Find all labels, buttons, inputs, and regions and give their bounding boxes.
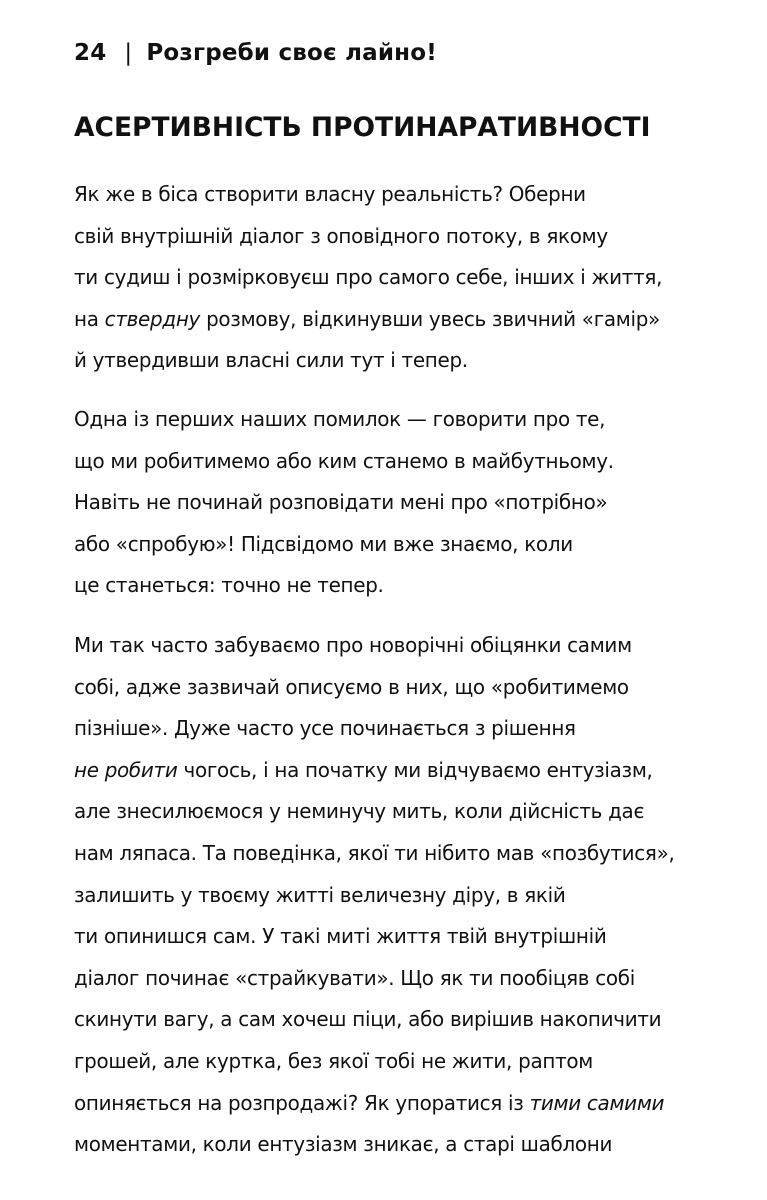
text-run: моментами, коли ентузіазм зникає, а старі шаблони	[74, 1132, 613, 1157]
page-number: 24	[74, 40, 107, 66]
text-line	[74, 482, 761, 524]
text-line	[74, 174, 761, 216]
text-run: Одна із перших наших помилок — говорити про те,	[74, 407, 606, 431]
paragraph-2	[74, 399, 764, 607]
text-run: ти опинишся сам. У такі миті життя твій внутрішній	[74, 924, 607, 949]
text-run: Навіть не починай розповідати мені про «потрібно»	[74, 490, 608, 515]
text-line	[74, 565, 761, 607]
text-line	[74, 708, 761, 750]
text-run: нам ляпаса. Та поведінка, якої ти нібито мав «позбутися»,	[74, 840, 675, 865]
text-run: й утвердивши власні сили тут і тепер.	[74, 348, 468, 373]
text-run: Ми так часто забуваємо про новорічні обіцянки самим	[74, 633, 632, 657]
text-run: але знесилюємося у неминучу мить, коли дійсність дає	[74, 799, 645, 824]
text-line	[74, 299, 761, 341]
text-line	[74, 257, 761, 299]
italic-text: стверднy	[104, 306, 201, 331]
text-line	[74, 875, 761, 917]
text-line	[74, 340, 761, 382]
running-header	[74, 40, 437, 66]
text-line	[74, 999, 761, 1041]
text-line	[74, 750, 761, 792]
text-line	[74, 1124, 761, 1166]
text-run: або «спробую»! Підсвідомо ми вже знаємо, коли	[74, 531, 573, 556]
text-line	[74, 524, 761, 566]
text-run: чогось, і на початку ми відчуваємо ентузіазм,	[177, 757, 653, 782]
text-line	[74, 667, 761, 709]
text-line	[74, 1041, 761, 1083]
text-run: скинути вагу, а сам хочеш піци, або вирішив накопичити	[74, 1007, 662, 1032]
text-run: залишить у твоєму житті величезну діру, в якій	[74, 882, 566, 907]
text-run: на	[74, 306, 105, 331]
text-run: діалог починає «страйкувати». Що як ти пообіцяв собі	[74, 965, 635, 990]
text-line	[74, 791, 761, 833]
book-title: Розгреби своє лайно!	[146, 40, 437, 66]
text-run: це станеться: точно не тепер.	[74, 573, 384, 598]
section-title: АСЕРТИВНІСТЬ ПРОТИНАРАТИВНОСТІ	[74, 112, 651, 143]
text-run: грошей, але куртка, без якої тобі не жити, раптом	[74, 1048, 593, 1073]
text-line	[74, 441, 761, 483]
text-run: опиняється на розпродажі? Як упоратися із	[74, 1090, 530, 1115]
paragraph-3	[74, 625, 764, 1166]
text-run: пізніше». Дуже часто усе починається з рішення	[74, 716, 576, 741]
text-line	[74, 216, 761, 258]
text-line	[74, 916, 761, 958]
italic-text: не робити	[74, 757, 178, 782]
text-line	[74, 958, 761, 1000]
text-line	[74, 399, 761, 441]
text-run: Як же в біса створити власну реальність? Оберни	[74, 182, 586, 206]
text-run: собі, адже зазвичай описуємо в них, що «робитимемо	[74, 674, 629, 699]
paragraph-1	[74, 174, 764, 382]
header-separator: |	[124, 40, 133, 66]
text-run: розмову, відкинувши увесь звичний «гамір»	[200, 306, 660, 331]
text-line	[74, 1083, 761, 1125]
text-run: свій внутрішній діалог з оповідного потоку, в якому	[74, 223, 608, 248]
text-run: ти судиш і розмірковуєш про самого себе, інших і життя,	[74, 265, 663, 290]
text-line	[74, 625, 761, 667]
text-run: що ми робитимемо або ким станемо в майбутньому.	[74, 448, 614, 473]
italic-text: тими самими	[529, 1090, 665, 1115]
text-line	[74, 833, 761, 875]
